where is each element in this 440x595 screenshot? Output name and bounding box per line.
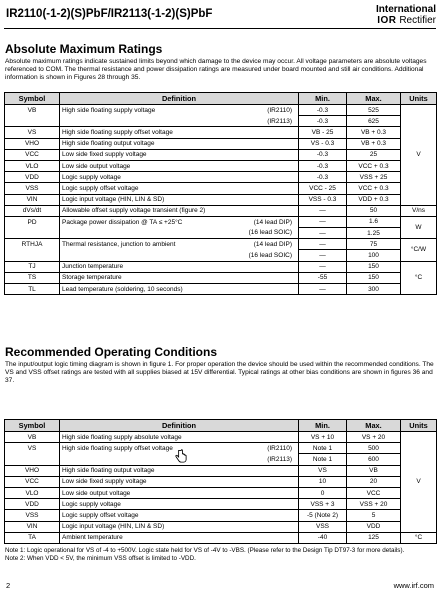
col-min: Min. (299, 420, 347, 432)
cell-min: — (299, 239, 347, 250)
cell-definition (60, 487, 299, 498)
cell-min: -0.3 (299, 172, 347, 183)
cell-units: V (401, 432, 437, 533)
definition-text: Logic input voltage (HIN, LIN & SD) (62, 523, 165, 531)
cell-definition (60, 465, 299, 476)
cell-max: 20 (347, 476, 401, 487)
cell-min: — (299, 216, 347, 227)
definition-text: High side floating supply offset voltage (62, 445, 173, 453)
table-row (5, 194, 437, 205)
cell-symbol: VHO (5, 138, 60, 149)
cell-max: 75 (347, 239, 401, 250)
cell-min: -0.3 (299, 160, 347, 171)
definition-text: Low side fixed supply voltage (62, 151, 147, 159)
definition-text: High side floating supply offset voltage (62, 128, 173, 136)
cell-definition (60, 116, 299, 127)
definition-text: Junction temperature (62, 263, 124, 271)
definition-part: (IR2113) (267, 455, 292, 463)
cell-max: VS + 20 (347, 432, 401, 443)
cell-max: 5 (347, 510, 401, 521)
col-symbol: Symbol (5, 93, 60, 105)
table-row (5, 487, 437, 498)
cell-definition (60, 239, 299, 250)
cell-symbol: VCC (5, 476, 60, 487)
cell-min: VSS - 0.3 (299, 194, 347, 205)
cell-min: -55 (299, 272, 347, 283)
table-row (5, 216, 437, 227)
table-row (5, 172, 437, 183)
cell-min: VS - 0.3 (299, 138, 347, 149)
document-title: IR2110(-1-2)(S)PbF/IR2113(-1-2)(S)PbF (6, 8, 213, 20)
cell-definition (60, 138, 299, 149)
cell-symbol: VCC (5, 149, 60, 160)
cell-definition (60, 284, 299, 295)
logo-brand: IOR (377, 15, 397, 26)
cell-definition (60, 510, 299, 521)
cell-min: 10 (299, 476, 347, 487)
cell-min: — (299, 261, 347, 272)
cell-max: 100 (347, 250, 401, 261)
cell-symbol: VIN (5, 194, 60, 205)
cell-max: 125 (347, 532, 401, 543)
cell-definition (60, 160, 299, 171)
cell-symbol: RTHJA (5, 239, 60, 250)
page-number: 2 (6, 581, 11, 590)
rec-intro: The input/output logic timing diagram is shown in figure 1. For proper operation the device should be used within the recommended conditions. The VS and VSS offset ratings are tested with all supplies biased at 15V differential. Typical ratings at other bias conditions are shown in figures 36 and 37. (5, 361, 434, 385)
cell-max: VDD + 0.3 (347, 194, 401, 205)
definition-text: Logic supply offset voltage (62, 511, 139, 519)
table-row (5, 284, 437, 295)
cell-max: 300 (347, 284, 401, 295)
cell-min: VS (299, 465, 347, 476)
cell-max: VSS + 25 (347, 172, 401, 183)
definition-part: (16 lead SOIC) (248, 251, 292, 259)
cell-definition (60, 172, 299, 183)
logo-rectifier: Rectifier (399, 15, 436, 26)
cell-max: 1.6 (347, 216, 401, 227)
cell-max: VCC + 0.3 (347, 160, 401, 171)
cell-max: VDD (347, 521, 401, 532)
table-row (5, 105, 437, 116)
table-row (5, 510, 437, 521)
cell-symbol: VLO (5, 160, 60, 171)
definition-text: Storage temperature (62, 274, 122, 282)
cell-min: VS + 10 (299, 432, 347, 443)
cell-max: VCC + 0.3 (347, 183, 401, 194)
definition-part: (IR2113) (267, 117, 292, 125)
cell-min: Note 1 (299, 454, 347, 465)
cell-symbol: VB (5, 432, 60, 443)
cell-definition (60, 183, 299, 194)
cell-definition (60, 272, 299, 283)
note-2: Note 2: When VDD < 5V, the minimum VSS offset is limited to -VDD. (5, 555, 196, 562)
cell-units: °C (401, 532, 437, 543)
col-units: Units (401, 420, 437, 432)
definition-text: Lead temperature (soldering, 10 seconds) (62, 285, 183, 293)
logo-line1: International (375, 4, 436, 15)
cell-min: — (299, 205, 347, 216)
cell-min: — (299, 250, 347, 261)
table-row (5, 228, 437, 239)
definition-part: (IR2110) (267, 445, 292, 453)
col-symbol: Symbol (5, 420, 60, 432)
definition-text: Allowable offset supply voltage transient (figure 2) (62, 207, 206, 215)
definition-text: Logic input voltage (HIN, LIN & SD) (62, 196, 165, 204)
cell-definition (60, 127, 299, 138)
cell-definition (60, 521, 299, 532)
definition-text: High side floating output voltage (62, 467, 155, 475)
cell-min: — (299, 228, 347, 239)
cell-definition (60, 205, 299, 216)
cell-definition (60, 250, 299, 261)
cell-max: 150 (347, 272, 401, 283)
notes (5, 547, 435, 563)
cell-definition (60, 261, 299, 272)
abs-max-table (4, 92, 437, 295)
cell-symbol (5, 116, 60, 127)
cell-max: 625 (347, 116, 401, 127)
cell-symbol: TS (5, 272, 60, 283)
cell-max: 50 (347, 205, 401, 216)
cell-min: -40 (299, 532, 347, 543)
cell-units: V/ns (401, 205, 437, 216)
cell-definition (60, 532, 299, 543)
col-definition: Definition (60, 420, 299, 432)
table-row (5, 250, 437, 261)
cell-symbol: TL (5, 284, 60, 295)
table-row (5, 261, 437, 272)
cell-units: W (401, 216, 437, 238)
table-row (5, 521, 437, 532)
definition-text: Logic supply voltage (62, 173, 121, 181)
definition-text: Logic supply voltage (62, 500, 121, 508)
definition-part: (14 lead DIP) (253, 218, 292, 226)
cell-min: -5 (Note 2) (299, 510, 347, 521)
rec-section-title: Recommended Operating Conditions (5, 345, 218, 359)
logo-line2 (377, 15, 436, 26)
table-row (5, 476, 437, 487)
cell-symbol: VDD (5, 499, 60, 510)
col-units: Units (401, 93, 437, 105)
definition-text: Package power dissipation @ TA ≤ +25°C (62, 218, 183, 226)
cell-min: — (299, 284, 347, 295)
cell-symbol: dVs/dt (5, 205, 60, 216)
rec-op-table (4, 419, 437, 544)
definition-text: High side floating supply absolute voltage (62, 433, 182, 441)
cell-symbol: VDD (5, 172, 60, 183)
table-row (5, 149, 437, 160)
abs-intro: Absolute maximum ratings indicate sustained limits beyond which damage to the device may occur. All voltage parameters are absolute voltages referenced to COM. The thermal resistance and power dissipation ratings are measured under board mounted and still air conditions. Additional information is shown in Figures 28 through 35. (5, 58, 427, 82)
cell-max: 500 (347, 443, 401, 454)
abs-section-title: Absolute Maximum Ratings (5, 42, 163, 56)
cell-max: 1.25 (347, 228, 401, 239)
table-row (5, 532, 437, 543)
cell-min: VSS (299, 521, 347, 532)
cell-symbol (5, 454, 60, 465)
definition-text: Logic supply offset voltage (62, 184, 139, 192)
cell-symbol: TA (5, 532, 60, 543)
definition-part: (IR2110) (267, 106, 292, 114)
cell-definition (60, 216, 299, 227)
table-row (5, 116, 437, 127)
cell-min: -0.3 (299, 149, 347, 160)
rec-table-body (5, 432, 437, 544)
cell-symbol: VB (5, 105, 60, 116)
cell-symbol: VSS (5, 510, 60, 521)
cell-symbol: TJ (5, 261, 60, 272)
definition-text: Low side fixed supply voltage (62, 478, 147, 486)
cell-units: °C/W (401, 239, 437, 261)
definition-text: Low side output voltage (62, 162, 131, 170)
cell-min: Note 1 (299, 443, 347, 454)
cell-symbol: VHO (5, 465, 60, 476)
cell-definition (60, 228, 299, 239)
hand-cursor-icon (173, 449, 188, 464)
table-row (5, 454, 437, 465)
cell-symbol: VSS (5, 183, 60, 194)
cell-min: 0 (299, 487, 347, 498)
cell-max: 600 (347, 454, 401, 465)
cell-symbol: PD (5, 216, 60, 227)
definition-text: High side floating supply voltage (62, 106, 156, 114)
table-row (5, 183, 437, 194)
cell-definition (60, 194, 299, 205)
cell-max: VSS + 20 (347, 499, 401, 510)
cell-definition (60, 105, 299, 116)
cell-units: °C (401, 261, 437, 295)
page-header (6, 4, 436, 28)
table-row (5, 443, 437, 454)
cell-symbol: VS (5, 443, 60, 454)
cell-symbol: VIN (5, 521, 60, 532)
col-max: Max. (347, 420, 401, 432)
abs-table-body (5, 105, 437, 295)
definition-text: Ambient temperature (62, 534, 123, 542)
definition-part: (14 lead DIP) (253, 241, 292, 249)
cell-max: VB (347, 465, 401, 476)
cell-symbol: VS (5, 127, 60, 138)
table-row (5, 432, 437, 443)
cell-max: 25 (347, 149, 401, 160)
footer-url: www.irf.com (393, 581, 434, 590)
definition-text: Low side output voltage (62, 489, 131, 497)
cell-max: 525 (347, 105, 401, 116)
col-max: Max. (347, 93, 401, 105)
definition-text: High side floating output voltage (62, 140, 155, 148)
cell-definition (60, 432, 299, 443)
cell-units: V (401, 105, 437, 206)
cell-min: VB - 25 (299, 127, 347, 138)
col-min: Min. (299, 93, 347, 105)
table-row (5, 499, 437, 510)
note-1: Note 1: Logic operational for VS of -4 to +500V. Logic state held for VS of -4V to -VBS. (Please refer to the Design Tip DT97-3 for more details). (5, 547, 405, 554)
cell-max: VCC (347, 487, 401, 498)
cell-min: VCC - 25 (299, 183, 347, 194)
cell-symbol (5, 250, 60, 261)
table-row (5, 239, 437, 250)
definition-text: Thermal resistance, junction to ambient (62, 241, 176, 249)
cell-min: VSS + 3 (299, 499, 347, 510)
cell-definition (60, 476, 299, 487)
cell-definition (60, 499, 299, 510)
cell-symbol (5, 228, 60, 239)
cell-max: VB + 0.3 (347, 138, 401, 149)
table-row (5, 160, 437, 171)
col-definition: Definition (60, 93, 299, 105)
cell-symbol: VLO (5, 487, 60, 498)
cell-min: -0.3 (299, 116, 347, 127)
cell-definition (60, 149, 299, 160)
table-row (5, 127, 437, 138)
table-row (5, 272, 437, 283)
header-rule (4, 28, 436, 29)
table-row (5, 465, 437, 476)
cell-min: -0.3 (299, 105, 347, 116)
cell-max: VB + 0.3 (347, 127, 401, 138)
table-row (5, 138, 437, 149)
definition-part: (16 lead SOIC) (248, 229, 292, 237)
table-row (5, 205, 437, 216)
cell-max: 150 (347, 261, 401, 272)
